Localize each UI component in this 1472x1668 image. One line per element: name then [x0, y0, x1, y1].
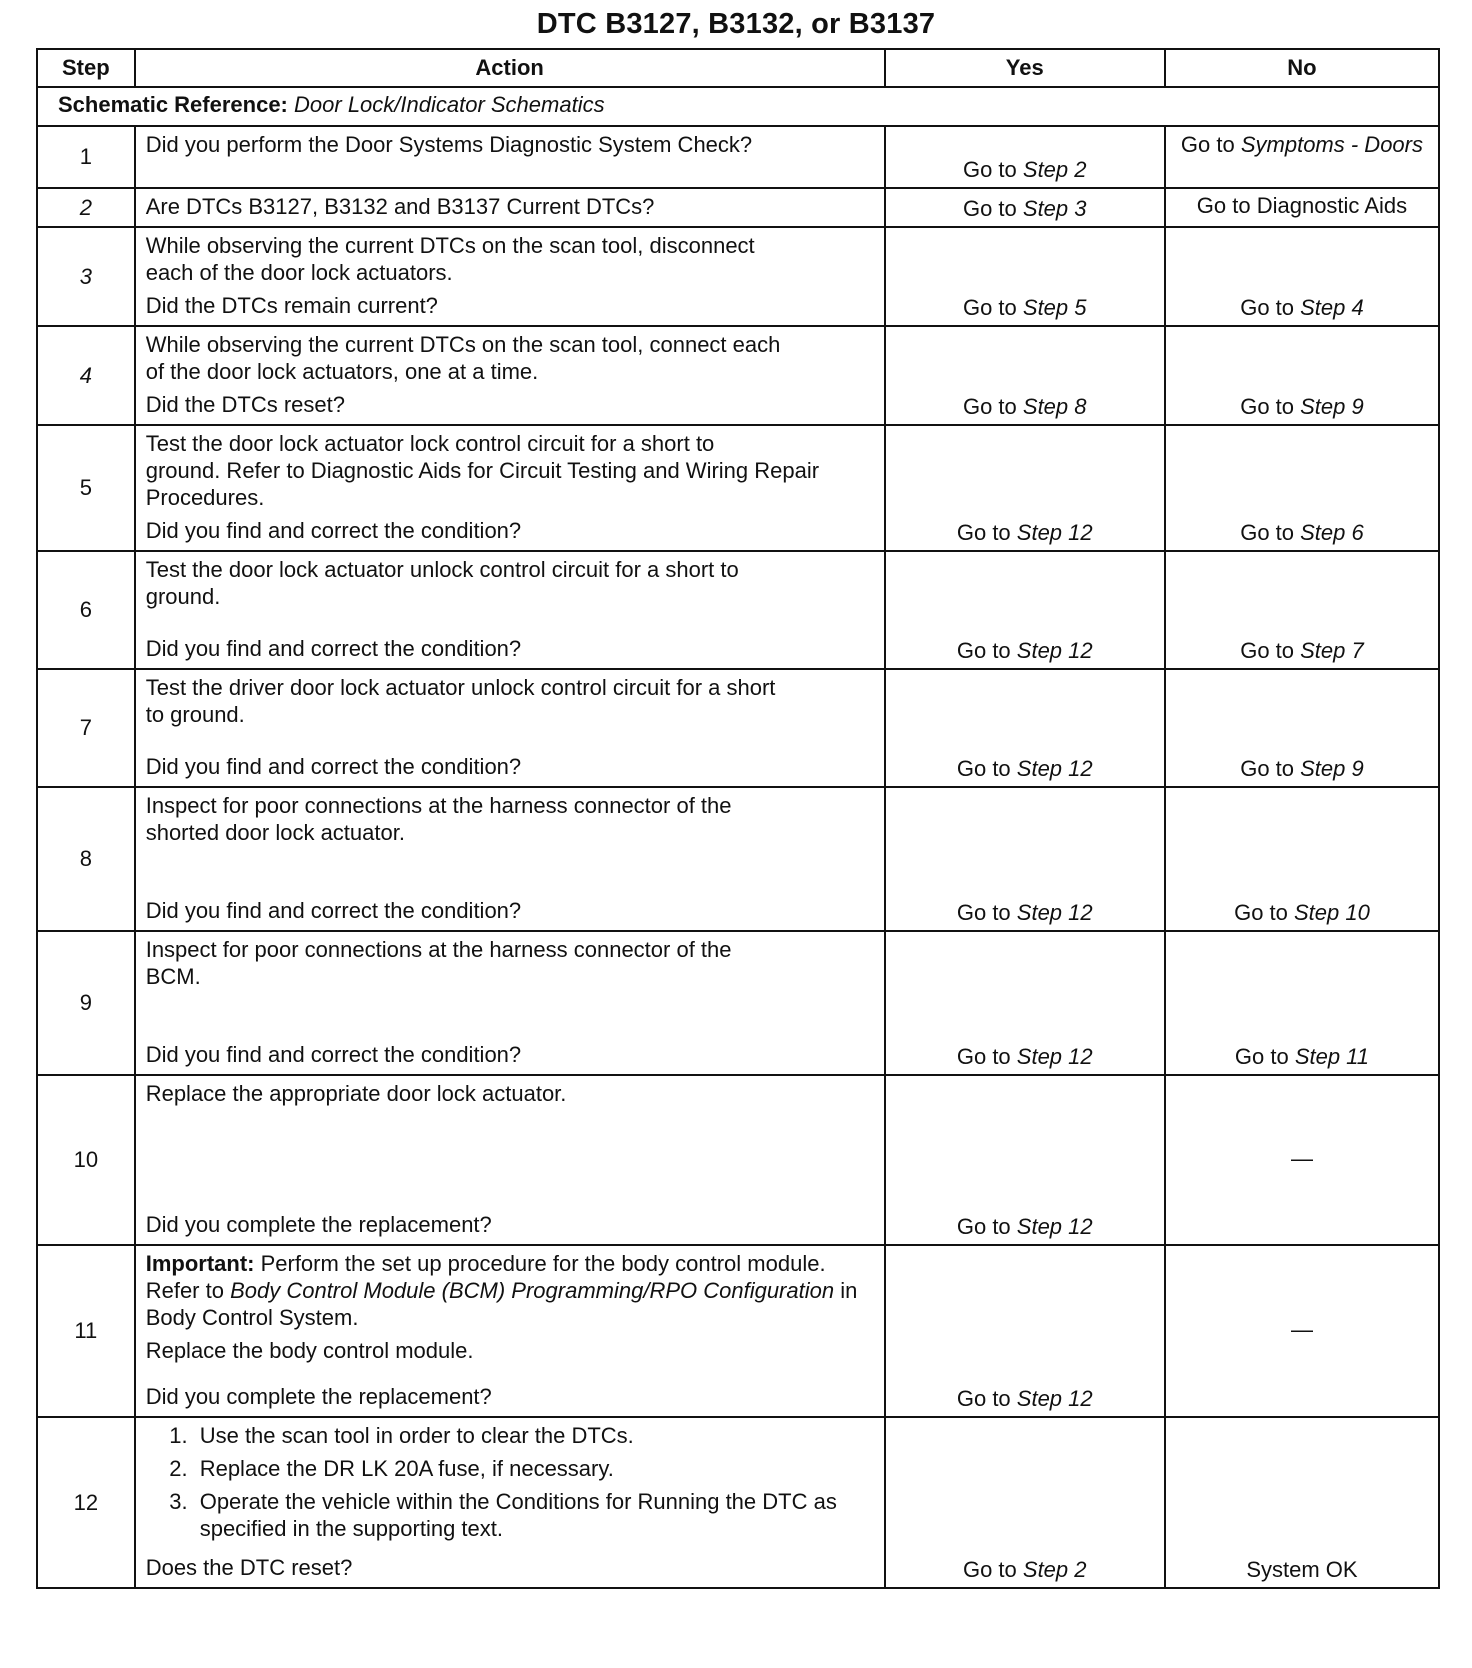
- no-cell: [1165, 326, 1439, 425]
- step-link: Step 6: [1300, 520, 1364, 545]
- table-row: [37, 931, 1439, 1075]
- go-to-text: Go to: [956, 1214, 1017, 1239]
- step-link: Step 2: [1022, 157, 1087, 182]
- action-line: ground.: [145, 584, 221, 609]
- go-to-text: Go to: [956, 756, 1017, 781]
- action-instructions: [146, 232, 878, 286]
- step-number: 1: [37, 126, 135, 188]
- go-to-text: Go to: [1240, 638, 1301, 663]
- action-question: Did you find and correct the condition?: [145, 754, 522, 779]
- action-cell: [135, 227, 885, 326]
- step-link: Step 12: [1016, 520, 1093, 545]
- action-line: Test the door lock actuator lock control circuit for a short to: [145, 431, 715, 456]
- go-to-text: Go to: [1240, 520, 1301, 545]
- step-link: Step 12: [1016, 756, 1093, 781]
- action-line: shorted door lock actuator.: [145, 820, 405, 845]
- table-row: [37, 326, 1439, 425]
- action-question: Did the DTCs reset?: [145, 392, 345, 417]
- step-link: Step 8: [1022, 394, 1087, 419]
- procedure-item: 3. Operate the vehicle within the Conditions for Running the DTC as specified in the supporting text.: [194, 1488, 878, 1542]
- action-question: Did you complete the replacement?: [145, 1384, 492, 1409]
- step-number: 6: [37, 551, 135, 669]
- action-instructions: [146, 936, 878, 990]
- action-instructions: [146, 556, 878, 610]
- schematic-reference-link: Door Lock/Indicator Schematics: [294, 92, 605, 117]
- go-to-text: Go to: [1240, 394, 1301, 419]
- go-to-text: Go to: [962, 1557, 1023, 1582]
- action-question: Did you find and correct the condition?: [145, 898, 522, 923]
- procedure-item: 2. Replace the DR LK 20A fuse, if necessary.: [194, 1455, 878, 1482]
- step-number: 10: [37, 1075, 135, 1245]
- step-link: Step 12: [1016, 1044, 1093, 1069]
- no-cell: [1165, 188, 1439, 227]
- action-line: Are DTCs B3127, B3132 and B3137 Current DTCs?: [145, 194, 655, 219]
- header-yes: Yes: [885, 49, 1165, 87]
- action-question: Did you complete the replacement?: [145, 1212, 492, 1237]
- no-cell: [1165, 1075, 1439, 1245]
- action-line: Did you perform the Door Systems Diagnostic System Check?: [145, 132, 753, 157]
- action-cell: [135, 669, 885, 787]
- go-to-text: Go to: [962, 394, 1023, 419]
- action-content: [146, 792, 878, 924]
- go-to-text: Go to: [956, 1044, 1017, 1069]
- action-line: Inspect for poor connections at the harness connector of the: [145, 937, 732, 962]
- step-link: Step 12: [1016, 900, 1093, 925]
- action-cell: [135, 188, 885, 227]
- yes-cell: [885, 1417, 1165, 1588]
- table-row: [37, 787, 1439, 931]
- table-row: [37, 1075, 1439, 1245]
- table-row: [37, 1417, 1439, 1588]
- action-instructions: [146, 131, 878, 158]
- yes-cell: [885, 931, 1165, 1075]
- step-link: Step 3: [1022, 196, 1087, 221]
- important-note: [146, 1250, 878, 1331]
- step-link: Step 2: [1022, 1557, 1087, 1582]
- yes-cell: [885, 669, 1165, 787]
- action-cell: [135, 126, 885, 188]
- action-cell: [135, 1417, 885, 1588]
- step-link: Step 4: [1300, 295, 1364, 320]
- action-instructions: [146, 193, 878, 220]
- no-cell: [1165, 787, 1439, 931]
- go-to-text: Go to: [962, 295, 1023, 320]
- action-line: of the door lock actuators, one at a time.: [145, 359, 539, 384]
- yes-cell: [885, 787, 1165, 931]
- procedure-item: 1. Use the scan tool in order to clear the DTCs.: [194, 1422, 878, 1449]
- table-row: [37, 551, 1439, 669]
- step-link: Step 12: [1016, 1386, 1093, 1411]
- schematic-reference: [37, 87, 1439, 126]
- action-cell: [135, 931, 885, 1075]
- no-result-text: Go to Diagnostic Aids: [1196, 193, 1408, 218]
- table-row: [37, 1245, 1439, 1417]
- no-cell: [1165, 425, 1439, 551]
- action-content: [146, 193, 878, 220]
- yes-cell: [885, 1245, 1165, 1417]
- action-content: [146, 232, 878, 319]
- action-instructions: [146, 674, 878, 728]
- action-line: Test the driver door lock actuator unlock control circuit for a short: [145, 675, 776, 700]
- action-instructions: [146, 1422, 878, 1548]
- go-to-text: Go to: [956, 638, 1017, 663]
- action-cell: [135, 787, 885, 931]
- action-content: [146, 936, 878, 1068]
- no-cell: [1165, 931, 1439, 1075]
- yes-cell: [885, 188, 1165, 227]
- action-question: Did you find and correct the condition?: [145, 636, 522, 661]
- go-to-text: Go to: [956, 900, 1017, 925]
- action-line: Inspect for poor connections at the harness connector of the: [145, 793, 732, 818]
- no-cell: [1165, 1417, 1439, 1588]
- step-link: Step 7: [1300, 638, 1364, 663]
- step-number: 12: [37, 1417, 135, 1588]
- header-action: Action: [135, 49, 885, 87]
- action-question: Does the DTC reset?: [145, 1555, 353, 1580]
- step-number: 4: [37, 326, 135, 425]
- important-text: Perform the set up procedure for the body control module. Refer to: [145, 1251, 826, 1303]
- no-action-dash: —: [1290, 1145, 1313, 1171]
- action-cell: [135, 326, 885, 425]
- action-line: Test the door lock actuator unlock control circuit for a short to: [145, 557, 739, 582]
- action-line: While observing the current DTCs on the scan tool, connect each: [145, 332, 781, 357]
- no-cell: [1165, 126, 1439, 188]
- table-row: [37, 126, 1439, 188]
- yes-cell: [885, 425, 1165, 551]
- yes-cell: [885, 227, 1165, 326]
- no-cell: [1165, 1245, 1439, 1417]
- important-text-end: in Body Control System.: [145, 1278, 858, 1330]
- step-number: 3: [37, 227, 135, 326]
- action-instructions: [146, 430, 878, 511]
- step-number: 8: [37, 787, 135, 931]
- step-link: Step 10: [1294, 900, 1370, 925]
- important-label: Important:: [145, 1251, 255, 1276]
- action-content: [146, 430, 878, 544]
- step-link: Step 12: [1016, 1214, 1093, 1239]
- header-no: No: [1165, 49, 1439, 87]
- step-number: 5: [37, 425, 135, 551]
- schematic-reference-label: Schematic Reference:: [58, 92, 288, 117]
- schematic-reference-row: [37, 87, 1439, 126]
- header-step: Step: [37, 49, 135, 87]
- go-to-text: Go to: [1234, 1044, 1295, 1069]
- step-link: Step 11: [1294, 1044, 1370, 1069]
- table-header-row: [37, 49, 1439, 87]
- step-link: Step 12: [1016, 638, 1093, 663]
- go-to-text: Go to: [956, 520, 1017, 545]
- action-line: Procedures.: [145, 485, 265, 510]
- action-line: each of the door lock actuators.: [145, 260, 453, 285]
- action-cell: [135, 551, 885, 669]
- action-content: [146, 131, 878, 181]
- symptoms-link: Symptoms - Doors: [1240, 132, 1423, 157]
- action-question: Did you find and correct the condition?: [145, 518, 522, 543]
- action-question: Did you find and correct the condition?: [145, 1042, 522, 1067]
- yes-cell: [885, 551, 1165, 669]
- action-content: [146, 331, 878, 418]
- table-row: [37, 227, 1439, 326]
- action-line: BCM.: [145, 964, 201, 989]
- no-result-text: System OK: [1246, 1557, 1358, 1582]
- action-instructions: [146, 1080, 878, 1107]
- step-link: Step 9: [1300, 756, 1364, 781]
- action-cell: [135, 425, 885, 551]
- important-link: Body Control Module (BCM) Programming/RPO Configuration: [230, 1278, 835, 1303]
- go-to-text: Go to: [956, 1386, 1017, 1411]
- action-cell: [135, 1075, 885, 1245]
- yes-cell: [885, 326, 1165, 425]
- action-line: Replace the appropriate door lock actuator.: [145, 1081, 567, 1106]
- table-row: [37, 669, 1439, 787]
- action-line: Replace the body control module.: [145, 1338, 474, 1363]
- go-to-text: Go to: [1240, 295, 1301, 320]
- action-instructions: [146, 1250, 878, 1364]
- action-line: ground. Refer to Diagnostic Aids for Circuit Testing and Wiring Repair: [145, 458, 820, 483]
- action-content: [146, 1250, 878, 1410]
- step-number: 7: [37, 669, 135, 787]
- no-cell: [1165, 669, 1439, 787]
- action-content: [146, 674, 878, 780]
- action-content: [146, 1080, 878, 1238]
- step-number: 2: [37, 188, 135, 227]
- step-link: Step 9: [1300, 394, 1364, 419]
- action-instructions: [146, 331, 878, 385]
- document-title: DTC B3127, B3132, or B3137: [536, 8, 936, 40]
- step-number: 9: [37, 931, 135, 1075]
- table-row: [37, 425, 1439, 551]
- table-row: [37, 188, 1439, 227]
- step-number: 11: [37, 1245, 135, 1417]
- action-content: [146, 556, 878, 662]
- action-question: Did the DTCs remain current?: [145, 293, 438, 318]
- yes-cell: [885, 126, 1165, 188]
- go-to-text: Go to: [1180, 132, 1241, 157]
- action-line: to ground.: [145, 702, 245, 727]
- step-link: Step 5: [1022, 295, 1087, 320]
- procedure-list: [146, 1422, 878, 1542]
- yes-cell: [885, 1075, 1165, 1245]
- go-to-text: Go to: [1234, 900, 1294, 925]
- action-cell: [135, 1245, 885, 1417]
- no-action-dash: —: [1290, 1316, 1313, 1342]
- no-cell: [1165, 551, 1439, 669]
- no-cell: [1165, 227, 1439, 326]
- action-content: [146, 1422, 878, 1581]
- go-to-text: Go to: [962, 157, 1023, 182]
- action-line: While observing the current DTCs on the scan tool, disconnect: [145, 233, 755, 258]
- go-to-text: Go to: [1240, 756, 1301, 781]
- go-to-text: Go to: [962, 196, 1023, 221]
- diagnostic-table: [36, 48, 1440, 1589]
- action-instructions: [146, 792, 878, 846]
